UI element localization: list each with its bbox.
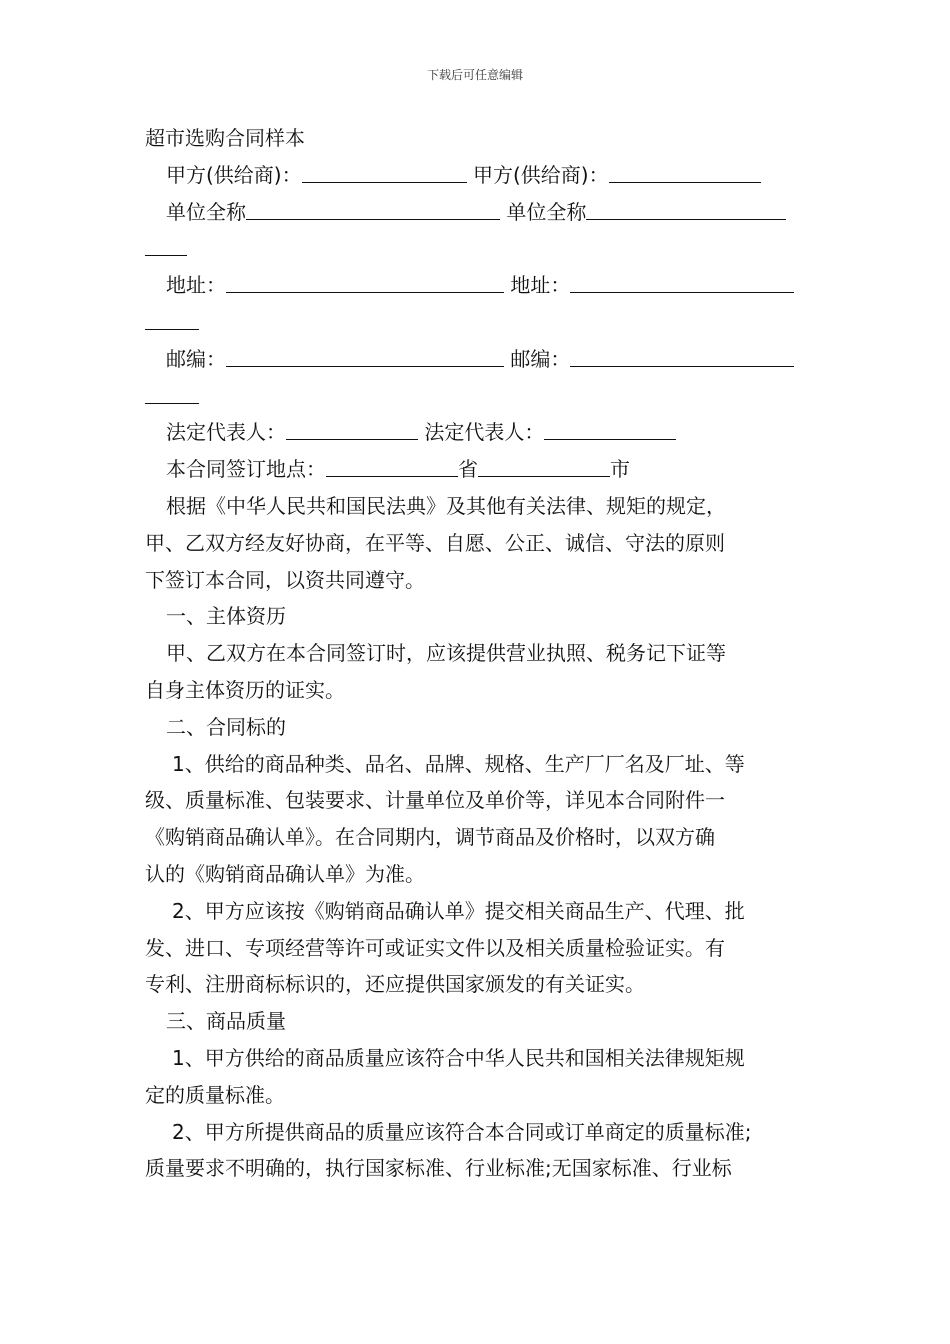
party-a-label: 甲方(供给商)： (166, 162, 302, 187)
sign-city-blank[interactable] (478, 454, 610, 477)
section-heading: 三、商品质量 (166, 1009, 286, 1034)
address-b-blank[interactable] (570, 270, 794, 293)
party-a-blank[interactable] (302, 160, 467, 183)
postcode-row-continuation (145, 378, 815, 415)
postcode-a-blank[interactable] (226, 344, 504, 367)
postcode-b-blank-continued[interactable] (145, 381, 199, 404)
paragraph-line: 自身主体资历的证实。 (145, 677, 345, 702)
party-b-blank[interactable] (609, 160, 761, 183)
unit-b-label: 单位全称 (506, 199, 587, 224)
unit-b-blank[interactable] (586, 197, 786, 220)
paragraph-line: 质量要求不明确的，执行国家标准、行业标准;无国家标准、行业标 (145, 1156, 732, 1181)
unit-a-label: 单位全称 (166, 199, 246, 224)
paragraph-line: 甲、乙双方在本合同签订时，应该提供营业执照、税务记下证等 (166, 641, 726, 666)
unit-row-continuation (145, 230, 815, 267)
legal-rep-b-blank[interactable] (544, 417, 676, 440)
sign-province-blank[interactable] (326, 454, 458, 477)
address-b-blank-continued[interactable] (145, 307, 199, 330)
unit-row (145, 194, 815, 231)
legal-rep-row (145, 414, 815, 451)
address-row (145, 267, 815, 304)
province-label: 省 (458, 457, 478, 482)
city-label: 市 (610, 457, 630, 482)
unit-a-blank[interactable] (246, 197, 500, 220)
address-a-label: 地址： (166, 273, 226, 298)
legal-rep-a-blank[interactable] (286, 417, 418, 440)
sign-place-label: 本合同签订地点： (166, 457, 326, 482)
postcode-row (145, 341, 815, 378)
party-b-label: 甲方(供给商)： (472, 162, 609, 187)
paragraph-line: 2、甲方应该按《购销商品确认单》提交相关商品生产、代理、批 (172, 898, 745, 923)
postcode-b-blank[interactable] (570, 344, 794, 367)
sign-place-row (145, 451, 815, 488)
paragraph-line: 甲、乙双方经友好协商，在平等、自愿、公正、诚信、守法的原则 (145, 530, 725, 555)
paragraph-line: 下签订本合同，以资共同遵守。 (145, 567, 425, 592)
legal-rep-a-label: 法定代表人： (166, 420, 286, 445)
paragraph-line: 发、进口、专项经营等许可或证实文件以及相关质量检验证实。有 (145, 935, 725, 960)
paragraph-line: 1、供给的商品种类、品名、品牌、规格、生产厂厂名及厂址、等 (172, 751, 745, 776)
paragraph-line: 定的质量标准。 (145, 1082, 285, 1107)
paragraph-line: 认的《购销商品确认单》为准。 (145, 861, 425, 886)
party-row (145, 157, 815, 194)
contract-body (145, 120, 815, 1187)
paragraph-line: 级、质量标准、包装要求、计量单位及单价等，详见本合同附件一 (145, 788, 725, 813)
address-b-label: 地址： (510, 273, 571, 298)
paragraph-line: 1、甲方供给的商品质量应该符合中华人民共和国相关法律规矩规 (172, 1045, 745, 1070)
paragraph-line: 《购销商品确认单》。在合同期内，调节商品及价格时，以双方确 (145, 825, 715, 850)
postcode-b-label: 邮编： (510, 346, 571, 371)
address-row-continuation (145, 304, 815, 341)
document-title: 超市选购合同样本 (145, 126, 305, 150)
paragraph-line: 2、甲方所提供商品的质量应该符合本合同或订单商定的质量标准; (172, 1119, 752, 1144)
address-a-blank[interactable] (226, 270, 504, 293)
legal-rep-b-label: 法定代表人： (424, 420, 545, 445)
paragraph-line: 专利、注册商标标识的，还应提供国家颁发的有关证实。 (145, 972, 645, 997)
unit-b-blank-continued[interactable] (145, 233, 187, 256)
header-note: 下载后可任意编辑 (426, 68, 523, 82)
postcode-a-label: 邮编： (166, 346, 226, 371)
paragraph-line: 根据《中华人民共和国民法典》及其他有关法律、规矩的规定， (166, 493, 726, 518)
section-heading: 二、合同标的 (166, 714, 286, 739)
section-heading: 一、主体资历 (166, 604, 286, 629)
